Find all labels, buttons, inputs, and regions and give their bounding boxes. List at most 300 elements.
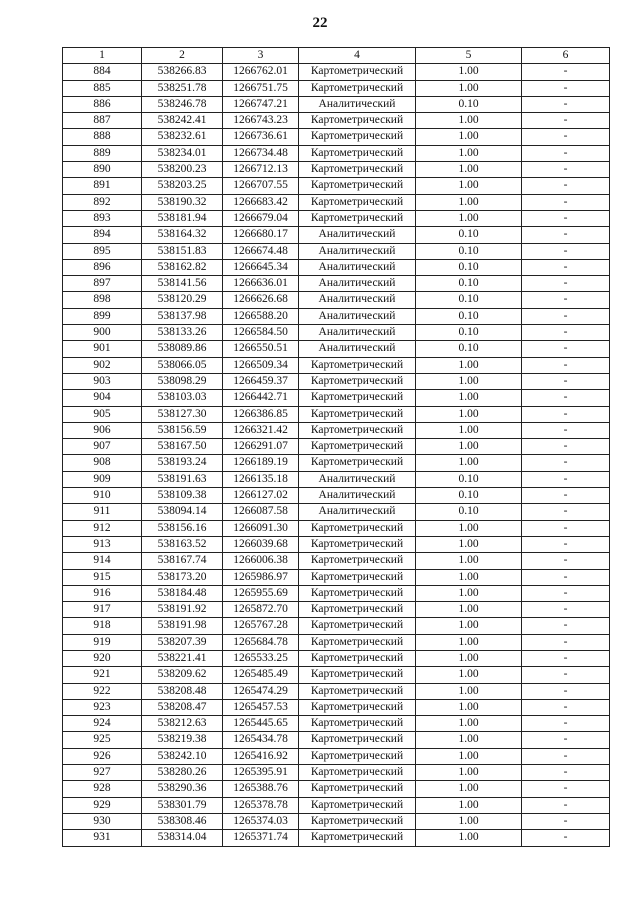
table-row [63,243,610,259]
y-coordinate-cell: 1266321.42 [223,422,299,438]
table-row [63,553,610,569]
x-coordinate-cell: 538167.50 [142,439,223,455]
table-row [63,650,610,666]
accuracy-cell: 1.00 [416,422,522,438]
point-number-cell: 902 [63,357,142,373]
accuracy-cell: 0.10 [416,325,522,341]
column-header-5: 5 [416,48,522,64]
accuracy-cell: 1.00 [416,455,522,471]
x-coordinate-cell: 538308.46 [142,813,223,829]
point-number-cell: 897 [63,276,142,292]
table-row [63,683,610,699]
x-coordinate-cell: 538156.16 [142,520,223,536]
note-cell: - [522,210,610,226]
table-row [63,308,610,324]
page-number: 22 [312,15,328,31]
note-cell: - [522,162,610,178]
y-coordinate-cell: 1265378.78 [223,797,299,813]
note-cell: - [522,602,610,618]
accuracy-cell: 1.00 [416,553,522,569]
accuracy-cell: 1.00 [416,178,522,194]
column-header-2: 2 [142,48,223,64]
method-cell: Картометрический [299,455,416,471]
method-cell: Картометрический [299,830,416,846]
note-cell: - [522,699,610,715]
y-coordinate-cell: 1265457.53 [223,699,299,715]
accuracy-cell: 1.00 [416,585,522,601]
x-coordinate-cell: 538232.61 [142,129,223,145]
x-coordinate-cell: 538314.04 [142,830,223,846]
table-row [63,178,610,194]
accuracy-cell: 1.00 [416,618,522,634]
note-cell: - [522,748,610,764]
point-number-cell: 884 [63,64,142,80]
method-cell: Аналитический [299,308,416,324]
y-coordinate-cell: 1266127.02 [223,488,299,504]
table-row [63,781,610,797]
x-coordinate-cell: 538089.86 [142,341,223,357]
note-cell: - [522,520,610,536]
note-cell: - [522,569,610,585]
table-row [63,569,610,585]
y-coordinate-cell: 1266734.48 [223,145,299,161]
note-cell: - [522,683,610,699]
accuracy-cell: 0.10 [416,308,522,324]
point-number-cell: 928 [63,781,142,797]
method-cell: Картометрический [299,667,416,683]
table-row [63,162,610,178]
x-coordinate-cell: 538301.79 [142,797,223,813]
note-cell: - [522,797,610,813]
table-row [63,699,610,715]
accuracy-cell: 1.00 [416,569,522,585]
y-coordinate-cell: 1266006.38 [223,553,299,569]
column-header-3: 3 [223,48,299,64]
note-cell: - [522,390,610,406]
accuracy-cell: 1.00 [416,113,522,129]
table-row [63,194,610,210]
table-row [63,455,610,471]
accuracy-cell: 0.10 [416,292,522,308]
table-row [63,64,610,80]
point-number-cell: 919 [63,634,142,650]
x-coordinate-cell: 538133.26 [142,325,223,341]
point-number-cell: 925 [63,732,142,748]
accuracy-cell: 1.00 [416,797,522,813]
note-cell: - [522,243,610,259]
point-number-cell: 916 [63,585,142,601]
method-cell: Картометрический [299,162,416,178]
note-cell: - [522,96,610,112]
accuracy-cell: 1.00 [416,536,522,552]
point-number-cell: 894 [63,227,142,243]
x-coordinate-cell: 538246.78 [142,96,223,112]
note-cell: - [522,145,610,161]
table-row [63,667,610,683]
note-cell: - [522,80,610,96]
table-row [63,80,610,96]
y-coordinate-cell: 1265767.28 [223,618,299,634]
method-cell: Картометрический [299,145,416,161]
point-number-cell: 915 [63,569,142,585]
y-coordinate-cell: 1266645.34 [223,259,299,275]
point-number-cell: 900 [63,325,142,341]
accuracy-cell: 1.00 [416,765,522,781]
x-coordinate-cell: 538190.32 [142,194,223,210]
y-coordinate-cell: 1266636.01 [223,276,299,292]
note-cell: - [522,357,610,373]
method-cell: Картометрический [299,178,416,194]
note-cell: - [522,732,610,748]
method-cell: Картометрический [299,64,416,80]
method-cell: Картометрический [299,699,416,715]
note-cell: - [522,325,610,341]
table-row [63,439,610,455]
table-row [63,504,610,520]
method-cell: Аналитический [299,292,416,308]
x-coordinate-cell: 538184.48 [142,585,223,601]
accuracy-cell: 1.00 [416,634,522,650]
y-coordinate-cell: 1266712.13 [223,162,299,178]
y-coordinate-cell: 1266626.68 [223,292,299,308]
column-header-1: 1 [63,48,142,64]
method-cell: Аналитический [299,325,416,341]
method-cell: Аналитический [299,471,416,487]
method-cell: Картометрический [299,650,416,666]
point-number-cell: 903 [63,373,142,389]
note-cell: - [522,276,610,292]
note-cell: - [522,308,610,324]
note-cell: - [522,341,610,357]
coordinates-table [62,47,610,847]
accuracy-cell: 0.10 [416,471,522,487]
y-coordinate-cell: 1265474.29 [223,683,299,699]
x-coordinate-cell: 538242.10 [142,748,223,764]
y-coordinate-cell: 1266680.17 [223,227,299,243]
x-coordinate-cell: 538173.20 [142,569,223,585]
table-row [63,113,610,129]
x-coordinate-cell: 538127.30 [142,406,223,422]
method-cell: Картометрический [299,390,416,406]
y-coordinate-cell: 1265955.69 [223,585,299,601]
table-row [63,210,610,226]
point-number-cell: 922 [63,683,142,699]
x-coordinate-cell: 538109.38 [142,488,223,504]
point-number-cell: 917 [63,602,142,618]
table-row [63,390,610,406]
point-number-cell: 924 [63,716,142,732]
x-coordinate-cell: 538191.92 [142,602,223,618]
note-cell: - [522,439,610,455]
method-cell: Картометрический [299,80,416,96]
y-coordinate-cell: 1266743.23 [223,113,299,129]
note-cell: - [522,553,610,569]
method-cell: Картометрический [299,194,416,210]
x-coordinate-cell: 538212.63 [142,716,223,732]
column-header-6: 6 [522,48,610,64]
accuracy-cell: 1.00 [416,520,522,536]
table-row [63,276,610,292]
x-coordinate-cell: 538280.26 [142,765,223,781]
table-row [63,634,610,650]
note-cell: - [522,830,610,846]
note-cell: - [522,650,610,666]
x-coordinate-cell: 538098.29 [142,373,223,389]
note-cell: - [522,227,610,243]
y-coordinate-cell: 1265416.92 [223,748,299,764]
y-coordinate-cell: 1266509.34 [223,357,299,373]
note-cell: - [522,488,610,504]
method-cell: Картометрический [299,585,416,601]
point-number-cell: 911 [63,504,142,520]
method-cell: Картометрический [299,422,416,438]
point-number-cell: 889 [63,145,142,161]
x-coordinate-cell: 538193.24 [142,455,223,471]
note-cell: - [522,667,610,683]
method-cell: Картометрический [299,602,416,618]
point-number-cell: 927 [63,765,142,781]
table-row [63,422,610,438]
table-row [63,129,610,145]
accuracy-cell: 0.10 [416,243,522,259]
x-coordinate-cell: 538167.74 [142,553,223,569]
note-cell: - [522,178,610,194]
note-cell: - [522,113,610,129]
note-cell: - [522,536,610,552]
x-coordinate-cell: 538251.78 [142,80,223,96]
point-number-cell: 920 [63,650,142,666]
y-coordinate-cell: 1265986.97 [223,569,299,585]
method-cell: Аналитический [299,488,416,504]
method-cell: Картометрический [299,520,416,536]
table-row [63,602,610,618]
y-coordinate-cell: 1266736.61 [223,129,299,145]
method-cell: Картометрический [299,357,416,373]
note-cell: - [522,194,610,210]
table-row [63,259,610,275]
accuracy-cell: 1.00 [416,357,522,373]
method-cell: Картометрический [299,113,416,129]
table-row [63,813,610,829]
accuracy-cell: 0.10 [416,276,522,292]
table-row [63,716,610,732]
accuracy-cell: 1.00 [416,129,522,145]
accuracy-cell: 1.00 [416,194,522,210]
method-cell: Аналитический [299,227,416,243]
x-coordinate-cell: 538156.59 [142,422,223,438]
point-number-cell: 890 [63,162,142,178]
x-coordinate-cell: 538290.36 [142,781,223,797]
point-number-cell: 912 [63,520,142,536]
point-number-cell: 909 [63,471,142,487]
method-cell: Аналитический [299,243,416,259]
x-coordinate-cell: 538234.01 [142,145,223,161]
point-number-cell: 896 [63,259,142,275]
accuracy-cell: 1.00 [416,683,522,699]
point-number-cell: 885 [63,80,142,96]
table-row [63,765,610,781]
y-coordinate-cell: 1266751.75 [223,80,299,96]
x-coordinate-cell: 538191.63 [142,471,223,487]
note-cell: - [522,471,610,487]
y-coordinate-cell: 1266087.58 [223,504,299,520]
point-number-cell: 914 [63,553,142,569]
x-coordinate-cell: 538141.56 [142,276,223,292]
accuracy-cell: 1.00 [416,716,522,732]
x-coordinate-cell: 538266.83 [142,64,223,80]
accuracy-cell: 0.10 [416,227,522,243]
method-cell: Картометрический [299,716,416,732]
note-cell: - [522,585,610,601]
accuracy-cell: 0.10 [416,259,522,275]
point-number-cell: 904 [63,390,142,406]
point-number-cell: 910 [63,488,142,504]
point-number-cell: 891 [63,178,142,194]
method-cell: Картометрический [299,553,416,569]
point-number-cell: 929 [63,797,142,813]
accuracy-cell: 0.10 [416,96,522,112]
y-coordinate-cell: 1265371.74 [223,830,299,846]
table-row [63,96,610,112]
method-cell: Картометрический [299,210,416,226]
x-coordinate-cell: 538163.52 [142,536,223,552]
point-number-cell: 888 [63,129,142,145]
note-cell: - [522,259,610,275]
method-cell: Картометрический [299,439,416,455]
x-coordinate-cell: 538208.47 [142,699,223,715]
point-number-cell: 918 [63,618,142,634]
x-coordinate-cell: 538208.48 [142,683,223,699]
accuracy-cell: 0.10 [416,341,522,357]
x-coordinate-cell: 538242.41 [142,113,223,129]
table-row [63,830,610,846]
accuracy-cell: 1.00 [416,406,522,422]
accuracy-cell: 1.00 [416,830,522,846]
y-coordinate-cell: 1266707.55 [223,178,299,194]
table-row [63,145,610,161]
method-cell: Картометрический [299,683,416,699]
x-coordinate-cell: 538151.83 [142,243,223,259]
accuracy-cell: 1.00 [416,390,522,406]
accuracy-cell: 1.00 [416,210,522,226]
note-cell: - [522,455,610,471]
point-number-cell: 923 [63,699,142,715]
y-coordinate-cell: 1266091.30 [223,520,299,536]
method-cell: Картометрический [299,797,416,813]
table-row [63,618,610,634]
point-number-cell: 901 [63,341,142,357]
method-cell: Картометрический [299,813,416,829]
note-cell: - [522,422,610,438]
y-coordinate-cell: 1266747.21 [223,96,299,112]
table-row [63,732,610,748]
method-cell: Аналитический [299,96,416,112]
table-row [63,748,610,764]
table-row [63,471,610,487]
note-cell: - [522,129,610,145]
point-number-cell: 899 [63,308,142,324]
y-coordinate-cell: 1266762.01 [223,64,299,80]
accuracy-cell: 0.10 [416,504,522,520]
note-cell: - [522,292,610,308]
x-coordinate-cell: 538191.98 [142,618,223,634]
point-number-cell: 926 [63,748,142,764]
y-coordinate-cell: 1266679.04 [223,210,299,226]
y-coordinate-cell: 1266584.50 [223,325,299,341]
method-cell: Картометрический [299,634,416,650]
table-row [63,341,610,357]
column-header-4: 4 [299,48,416,64]
note-cell: - [522,618,610,634]
method-cell: Аналитический [299,504,416,520]
point-number-cell: 887 [63,113,142,129]
method-cell: Аналитический [299,276,416,292]
table-row [63,406,610,422]
x-coordinate-cell: 538162.82 [142,259,223,275]
y-coordinate-cell: 1265395.91 [223,765,299,781]
x-coordinate-cell: 538219.38 [142,732,223,748]
y-coordinate-cell: 1265388.76 [223,781,299,797]
accuracy-cell: 1.00 [416,162,522,178]
table-row [63,357,610,373]
y-coordinate-cell: 1266588.20 [223,308,299,324]
method-cell: Картометрический [299,536,416,552]
y-coordinate-cell: 1266135.18 [223,471,299,487]
table-row [63,536,610,552]
x-coordinate-cell: 538200.23 [142,162,223,178]
y-coordinate-cell: 1266459.37 [223,373,299,389]
x-coordinate-cell: 538181.94 [142,210,223,226]
y-coordinate-cell: 1265434.78 [223,732,299,748]
point-number-cell: 913 [63,536,142,552]
y-coordinate-cell: 1266039.68 [223,536,299,552]
x-coordinate-cell: 538209.62 [142,667,223,683]
x-coordinate-cell: 538137.98 [142,308,223,324]
accuracy-cell: 1.00 [416,650,522,666]
y-coordinate-cell: 1266550.51 [223,341,299,357]
method-cell: Картометрический [299,732,416,748]
accuracy-cell: 1.00 [416,80,522,96]
x-coordinate-cell: 538094.14 [142,504,223,520]
point-number-cell: 892 [63,194,142,210]
method-cell: Картометрический [299,569,416,585]
point-number-cell: 908 [63,455,142,471]
point-number-cell: 893 [63,210,142,226]
accuracy-cell: 1.00 [416,813,522,829]
accuracy-cell: 1.00 [416,439,522,455]
method-cell: Картометрический [299,765,416,781]
y-coordinate-cell: 1265374.03 [223,813,299,829]
point-number-cell: 906 [63,422,142,438]
point-number-cell: 930 [63,813,142,829]
accuracy-cell: 1.00 [416,781,522,797]
note-cell: - [522,781,610,797]
note-cell: - [522,813,610,829]
point-number-cell: 886 [63,96,142,112]
x-coordinate-cell: 538120.29 [142,292,223,308]
point-number-cell: 931 [63,830,142,846]
table-row [63,292,610,308]
point-number-cell: 898 [63,292,142,308]
y-coordinate-cell: 1266386.85 [223,406,299,422]
y-coordinate-cell: 1266189.19 [223,455,299,471]
y-coordinate-cell: 1266674.48 [223,243,299,259]
note-cell: - [522,716,610,732]
note-cell: - [522,64,610,80]
table-row [63,325,610,341]
method-cell: Картометрический [299,406,416,422]
x-coordinate-cell: 538066.05 [142,357,223,373]
